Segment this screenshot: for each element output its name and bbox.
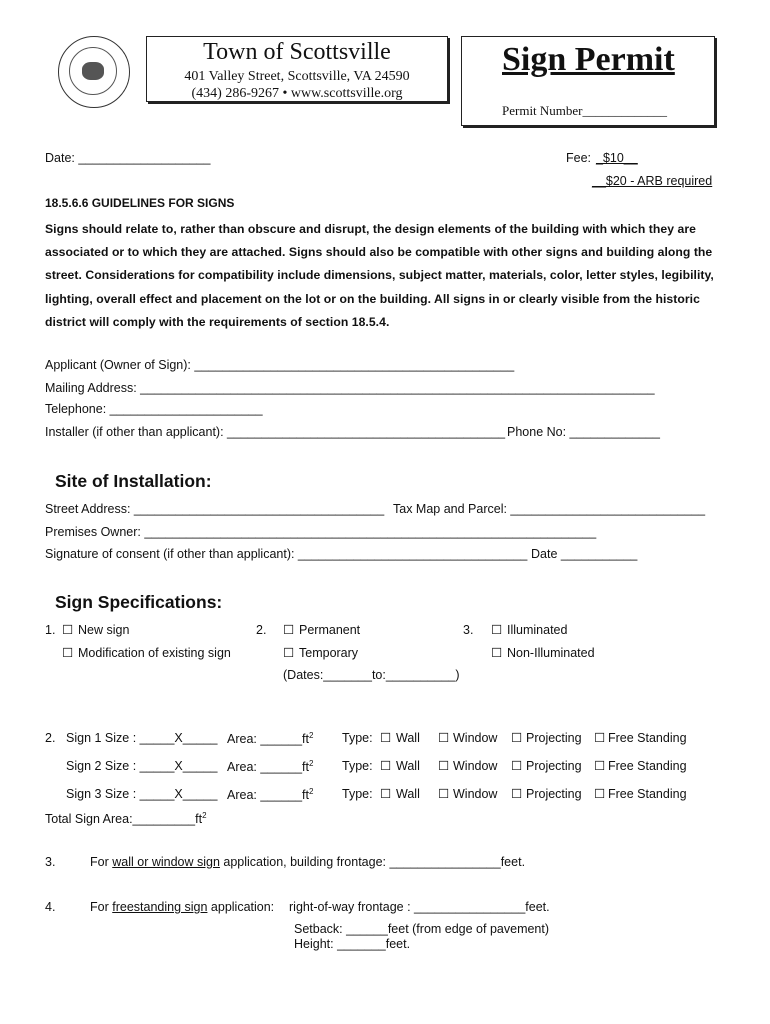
wall-label: Wall xyxy=(396,759,420,773)
permit-number-field[interactable]: Permit Number_____________ xyxy=(502,103,668,118)
applicant-owner-field[interactable]: Applicant (Owner of Sign): ______________________________________________ xyxy=(45,358,515,372)
non-illuminated-checkbox[interactable]: ☐ xyxy=(491,646,503,660)
height-field[interactable]: Height: _______feet. xyxy=(294,937,411,951)
illuminated-label: Illuminated xyxy=(507,623,568,637)
free-standing-checkbox[interactable]: ☐ xyxy=(594,759,606,773)
free-standing-label: Free Standing xyxy=(608,787,687,801)
item3-number: 3. xyxy=(463,623,474,637)
free-standing-label: Free Standing xyxy=(608,759,687,773)
item1-number: 1. xyxy=(45,623,56,637)
town-contact: (434) 286-9267 • www.scottsville.org xyxy=(191,86,403,101)
mailing-address-field[interactable]: Mailing Address: __________________________________________________________________________ xyxy=(45,381,655,395)
wall-checkbox[interactable]: ☐ xyxy=(380,787,392,801)
temporary-label: Temporary xyxy=(299,646,359,660)
seal-inner-ring xyxy=(69,47,117,95)
temporary-dates-field[interactable]: (Dates:_______to:__________) xyxy=(283,668,460,682)
form-title: Sign Permit xyxy=(502,41,675,78)
modification-label: Modification of existing sign xyxy=(78,646,231,660)
free-standing-label: Free Standing xyxy=(608,731,687,745)
temporary-checkbox[interactable]: ☐ xyxy=(283,646,295,660)
guidelines-text: Signs should relate to, rather than obscure and disrupt, the design elements of the building with which they are associated or to which they are attached. Signs should also be compatible with other signs and building along the street. Considerations for compatibility include dimensions, subject matter, materials, color, letter styles, legibility, lighting, overall effect and placement on the lot or on the building. All signs in or clearly visible from the historic district will comply with the requirements of section 18.5.4. xyxy=(45,222,714,329)
signature-date-field[interactable]: Date ___________ xyxy=(531,547,638,561)
window-label: Window xyxy=(453,759,498,773)
installer-phone-field[interactable]: Phone No: _____________ xyxy=(507,425,660,439)
item2-number: 2. xyxy=(256,623,267,637)
wall-checkbox[interactable]: ☐ xyxy=(380,731,392,745)
town-address: 401 Valley Street, Scottsville, VA 24590 xyxy=(184,69,410,84)
tax-map-field[interactable]: Tax Map and Parcel: ____________________________ xyxy=(393,502,706,516)
non-illuminated-label: Non-Illuminated xyxy=(507,646,595,660)
free-standing-checkbox[interactable]: ☐ xyxy=(594,731,606,745)
window-checkbox[interactable]: ☐ xyxy=(438,759,450,773)
sign-area-field[interactable]: Area: $\_\_\_\_\_\_ft^2$ xyxy=(227,759,314,775)
sign-area-field[interactable]: Area: $\_\_\_\_\_\_ft^2$ xyxy=(227,787,314,803)
specs-heading: Sign Specifications: xyxy=(55,592,223,612)
new-sign-label: New sign xyxy=(78,623,130,637)
projecting-checkbox[interactable]: ☐ xyxy=(511,787,523,801)
total-sign-area-field[interactable]: Total Sign $Area:\_\_\_\_\_\_\_\_\_ft^2$ xyxy=(45,811,207,827)
free-standing-checkbox[interactable]: ☐ xyxy=(594,787,606,801)
projecting-label: Projecting xyxy=(526,787,582,801)
window-label: Window xyxy=(453,731,498,745)
wall-label: Wall xyxy=(396,787,420,801)
setback-field[interactable]: Setback: ______feet (from edge of pavement) xyxy=(294,922,550,936)
q3-frontage-field[interactable]: For wall or window sign application, building frontage: ________________feet. xyxy=(90,855,526,869)
size-section-number: 2. xyxy=(45,731,56,745)
signature-field[interactable]: Signature of consent (if other than applicant): _________________________________ xyxy=(45,547,528,561)
window-checkbox[interactable]: ☐ xyxy=(438,731,450,745)
modification-checkbox[interactable]: ☐ xyxy=(62,646,74,660)
town-seal-icon xyxy=(58,36,130,108)
window-label: Window xyxy=(453,787,498,801)
sign-area-field[interactable]: Area: $\_\_\_\_\_\_ft^2$ xyxy=(227,731,314,747)
projecting-label: Projecting xyxy=(526,759,582,773)
fee-arb: __$20 - ARB required xyxy=(592,174,713,188)
q4-label: For freestanding sign application: xyxy=(90,900,275,914)
telephone-field[interactable]: Telephone: ______________________ xyxy=(45,402,263,416)
q4-number: 4. xyxy=(45,900,56,914)
sign-type-label: Type: xyxy=(342,731,373,745)
street-address-field[interactable]: Street Address: ____________________________________ xyxy=(45,502,385,516)
town-header-box xyxy=(146,36,448,102)
site-heading: Site of Installation: xyxy=(55,471,212,491)
permanent-checkbox[interactable]: ☐ xyxy=(283,623,295,637)
wall-checkbox[interactable]: ☐ xyxy=(380,759,392,773)
seal-emblem xyxy=(82,62,104,80)
sign-size-field[interactable]: Sign 3 Size : _____X_____ xyxy=(66,787,218,801)
sign-size-field[interactable]: Sign 2 Size : _____X_____ xyxy=(66,759,218,773)
guidelines-heading: 18.5.6.6 GUIDELINES FOR SIGNS xyxy=(45,196,235,210)
permit-header-box xyxy=(461,36,715,126)
sign-type-label: Type: xyxy=(342,759,373,773)
premises-owner-field[interactable]: Premises Owner: _________________________________________________________________ xyxy=(45,525,597,539)
date-field[interactable]: Date: ___________________ xyxy=(45,151,211,165)
projecting-checkbox[interactable]: ☐ xyxy=(511,731,523,745)
sign-type-label: Type: xyxy=(342,787,373,801)
town-name: Town of Scottsville xyxy=(203,39,391,65)
q3-number: 3. xyxy=(45,855,56,869)
sign-size-field[interactable]: Sign 1 Size : _____X_____ xyxy=(66,731,218,745)
right-of-way-field[interactable]: right-of-way frontage : ________________feet. xyxy=(289,900,550,914)
fee-amount: _$10__ xyxy=(596,151,638,165)
window-checkbox[interactable]: ☐ xyxy=(438,787,450,801)
q4-underlined-term: freestanding sign xyxy=(112,900,208,914)
installer-field[interactable]: Installer (if other than applicant): ________________________________________ xyxy=(45,425,506,439)
projecting-checkbox[interactable]: ☐ xyxy=(511,759,523,773)
fee-label: Fee: xyxy=(566,151,592,165)
permanent-label: Permanent xyxy=(299,623,361,637)
q3-underlined-term: wall or window sign xyxy=(112,855,220,869)
wall-label: Wall xyxy=(396,731,420,745)
new-sign-checkbox[interactable]: ☐ xyxy=(62,623,74,637)
illuminated-checkbox[interactable]: ☐ xyxy=(491,623,503,637)
projecting-label: Projecting xyxy=(526,731,582,745)
